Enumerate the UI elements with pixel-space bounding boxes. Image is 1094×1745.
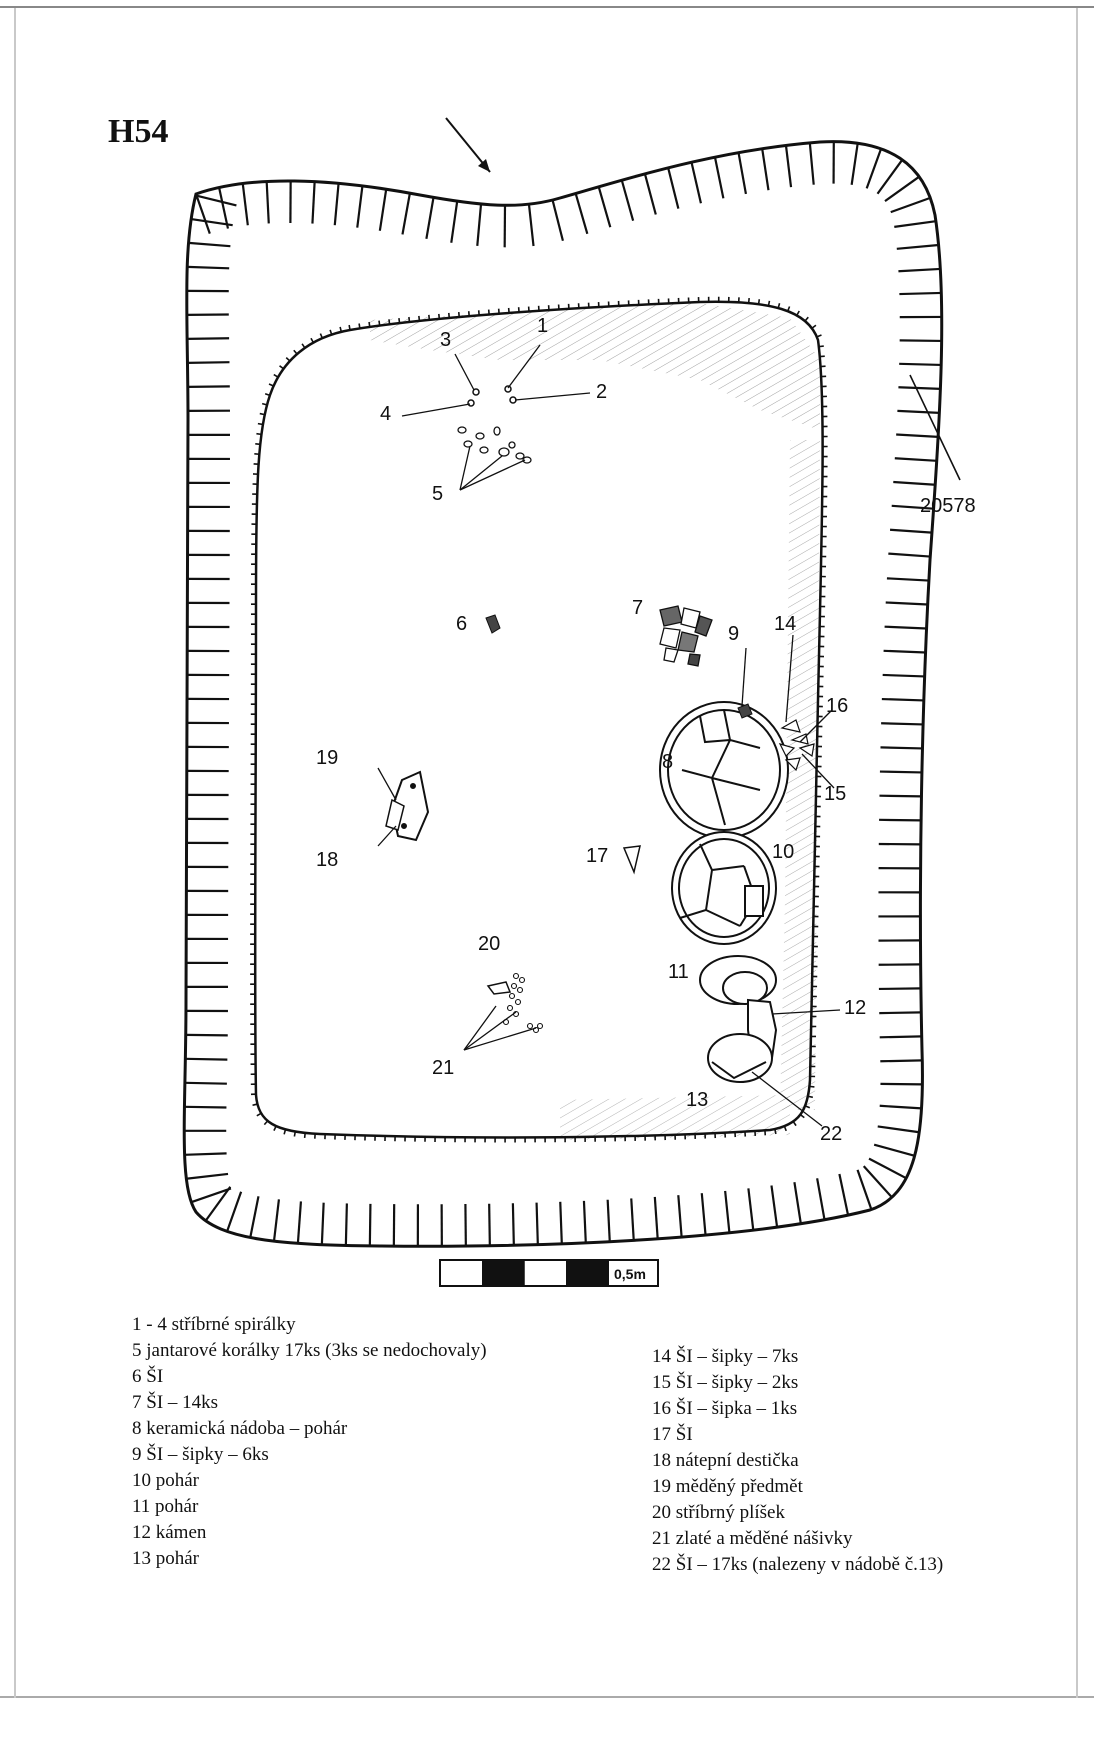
hachure [185,1153,227,1154]
hachure [739,153,746,194]
legend-entry: 9 ŠI – šipky – 6ks [132,1444,269,1465]
legend-entry: 15 ŠI – šipky – 2ks [652,1372,799,1393]
hachure [888,554,930,557]
hachure [867,149,881,188]
find-21-appliques-icon [504,974,543,1033]
hachure [786,145,791,187]
find-6-flint-icon [486,615,500,633]
find-label-4: 4 [380,403,392,425]
hachure [885,627,927,629]
hachure [839,1174,848,1215]
find-label-19: 19 [316,747,339,769]
find-13-beaker-icon [708,1034,772,1082]
outer-pit-edge [184,142,942,1247]
legend-entry: 19 měděný předmět [652,1476,803,1497]
hachure [584,1201,586,1243]
find-8-beaker-icon [660,702,788,838]
find-label-13: 13 [686,1089,709,1111]
hachure [883,675,925,677]
find-label-3: 3 [440,329,452,351]
inner-tick [800,1115,804,1118]
hachure [880,1106,922,1109]
inner-tick [809,1086,814,1087]
hachure [274,1199,279,1241]
hachure [335,183,339,225]
hachure [692,162,701,203]
hachure [858,1170,872,1210]
inner-tick [269,384,274,386]
hachure [402,193,409,234]
inner-tick [255,444,260,445]
hachure [762,149,768,191]
legend-entry: 20 stříbrný plíšek [652,1502,785,1523]
inner-tick [294,1132,295,1137]
inner-hatch-top [370,303,820,430]
slope-hachures [184,142,942,1247]
legend-entry: 18 nátepní destička [652,1450,799,1471]
hachure [898,387,940,389]
hachure [370,1204,371,1246]
hachure [874,1145,915,1156]
find-label-20: 20 [478,933,501,955]
hachure [185,1083,227,1084]
legend-entry: 1 - 4 stříbrné spirálky [132,1314,296,1335]
plan-title: H54 [108,113,169,150]
inner-tick [768,301,769,306]
hachure [894,221,936,227]
find-label-21: 21 [432,1057,455,1079]
legend-right-column [652,1344,943,1578]
hachure [576,193,588,233]
hachure [864,1166,892,1197]
hachure [196,194,210,234]
hachure [878,160,903,194]
hachure [477,204,481,246]
hachure [655,1197,658,1239]
hachure [298,1201,301,1243]
find-spirals [468,386,516,406]
hachure [881,723,923,724]
find-amber-beads [458,427,531,463]
find-17-flint-icon [624,846,640,872]
find-label-18: 18 [316,849,339,871]
hachure [451,201,457,243]
inner-tick [805,317,808,321]
hachure [185,1059,227,1060]
inner-tick [819,346,824,347]
legend-entry: 12 kámen [132,1522,207,1543]
legend-entry: 8 keramická nádoba – pohár [132,1418,348,1439]
hachure [880,1060,922,1061]
hachure [599,187,611,227]
hachure [243,184,248,226]
find-label-15: 15 [824,783,847,805]
inner-tick [280,366,284,369]
hachure [852,143,858,185]
legend-entry: 5 jantarové korálky 17ks (3ks se nedochovaly) [132,1340,487,1361]
hachure [897,245,939,249]
inner-tick [257,1113,261,1115]
legend-entry: 13 pohár [132,1548,200,1569]
hachure [560,1202,562,1244]
inner-tick [399,318,400,323]
hachure [890,530,932,533]
hachure [725,1191,729,1233]
hachure [187,267,229,268]
hachure [879,1012,921,1013]
hachure [880,772,922,773]
inner-tick [274,1126,276,1131]
hachure [898,269,940,271]
hachure [702,1193,706,1235]
hachure [267,181,269,223]
scale-bar [440,1260,658,1286]
find-label-6: 6 [456,613,468,635]
hachure [880,1084,922,1085]
legend-entry: 16 ŠI – šipka – 1ks [652,1398,798,1419]
hachure [631,1198,633,1240]
inner-tick [793,1122,796,1126]
leaders-5 [460,446,525,490]
hachure [884,651,926,653]
inner-tick [797,311,799,315]
hachure [553,200,563,241]
hachure [250,1196,258,1237]
legend-entry: 14 ŠI – šipky – 7ks [652,1346,799,1367]
hachure [895,458,937,461]
inner-tick [389,319,390,324]
hachure [899,293,941,294]
hachure [668,168,678,209]
hachure [678,1195,681,1237]
legend-left-column [132,1312,487,1572]
hachure [380,189,386,231]
hachure [879,988,921,989]
hachure [186,1035,228,1036]
find-label-11: 11 [668,961,689,983]
inner-tick [817,335,822,337]
inner-tick [260,414,265,415]
hachure [322,1203,324,1245]
inner-tick [409,317,410,322]
legend-entry: 11 pohár [132,1496,199,1517]
hachure [187,362,229,363]
legend-entry: 6 ŠI [132,1366,164,1387]
hachure [227,1192,241,1232]
hachure [897,411,939,413]
inner-tick [258,424,263,425]
hachure [426,197,433,238]
hachure [885,177,919,201]
legend-entry: 7 ŠI – 14ks [132,1392,219,1413]
inner-tick [253,1104,258,1105]
hachure [896,435,938,437]
inner-tick [286,358,290,361]
hachure [608,1200,610,1242]
hachure [899,364,941,365]
inner-tick [369,322,370,327]
inner-tick [340,327,341,332]
find-label-2: 2 [596,381,608,403]
hachure [189,243,231,246]
hachure [346,1203,347,1245]
hachure [771,1185,777,1227]
hachure [886,602,928,604]
find-label-16: 16 [826,695,849,717]
hachure [186,1174,228,1179]
legend-entry: 22 ŠI – 17ks (nalezeny v nádobě č.13) [652,1554,944,1575]
hachure [622,180,633,220]
hachure [810,143,814,185]
hachure [187,338,229,339]
find-20-silver-sheet-icon [488,982,510,994]
legend-entry: 10 pohár [132,1470,200,1491]
inner-tick [808,1096,813,1097]
hachure [312,182,314,224]
find-7-flint-cluster-icon [660,606,712,666]
inner-tick [775,1129,776,1134]
legend-entry: 21 zlaté a měděné nášivky [652,1528,853,1549]
find-label-14: 14 [774,613,797,635]
find-label-5: 5 [432,483,444,505]
hachure [489,1204,490,1246]
hachure [879,820,921,821]
find-11-beaker-icon [700,956,776,1004]
inner-tick [812,325,816,328]
inner-tick [359,323,360,328]
inner-tick [419,316,420,321]
hachure [880,747,922,748]
inner-tick [264,1121,267,1125]
hachure [537,1203,538,1245]
legend-entry: 17 ŠI [652,1424,693,1445]
find-label-10: 10 [772,841,795,863]
hachure [879,796,921,797]
find-label-7: 7 [632,597,644,619]
inner-tick [759,299,760,304]
hachure [748,1188,753,1230]
find-label-1: 1 [537,315,549,337]
find-label-12: 12 [844,997,867,1019]
find-label-22: 22 [820,1123,843,1145]
hachure [893,482,935,485]
inner-tick [379,321,380,326]
north-arrow-icon [446,118,490,172]
inner-tick [305,1133,306,1138]
inner-tick [302,344,305,348]
find-label-17: 17 [586,845,609,867]
scale-label: 0,5m [614,1266,646,1282]
inner-tick [256,434,261,435]
inner-tick [274,375,278,378]
inner-tick [349,325,350,330]
hachure [715,157,723,198]
inner-tick [311,338,313,342]
hachure [869,1159,906,1179]
hachure [184,1107,226,1108]
hachure [880,1036,922,1037]
hachure [878,1126,920,1132]
hachure [513,1203,514,1245]
hachure [817,1178,824,1219]
hachure [882,699,924,700]
hachure [357,186,362,228]
hachure [794,1182,800,1224]
hachure [645,174,656,215]
find-label-8: 8 [662,751,674,773]
hachure [529,204,534,246]
plan-number: 20578 [920,495,976,517]
inner-tick [294,350,297,354]
hachure [196,195,237,205]
inner-tick [320,334,322,339]
find-10-beaker-icon [672,832,776,944]
hachure [900,340,942,341]
find-label-9: 9 [728,623,740,645]
hachure [887,578,929,580]
hachure [891,198,931,212]
